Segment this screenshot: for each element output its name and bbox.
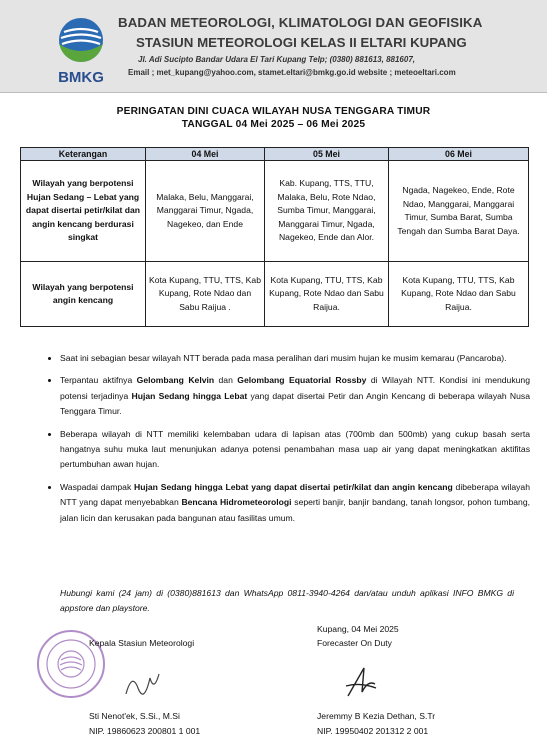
left-signatory-name: Sti Nenot'ek, S.Si., M.Si	[89, 711, 180, 721]
table-cell: Malaka, Belu, Manggarai, Manggarai Timur, Ngada, Nagekeo, dan Ende	[146, 161, 265, 262]
station-name: STASIUN METEOROLOGI KELAS II ELTARI KUPANG	[136, 35, 467, 50]
letterhead	[0, 0, 547, 93]
table-cell: Kota Kupang, TTU, TTS, Kab Kupang, Rote Ndao dan Sabu Raijua.	[265, 262, 389, 327]
header-day-3: 06 Mei	[389, 148, 529, 161]
station-contact: Email ; met_kupang@yahoo.com, stamet.eltari@bmkg.go.id website ; meteoeltari.com	[128, 68, 456, 77]
left-signatory-nip: NIP. 19860623 200801 1 001	[89, 726, 201, 736]
header-keterangan: Keterangan	[21, 148, 146, 161]
document-title: PERINGATAN DINI CUACA WILAYAH NUSA TENGGARA TIMUR	[116, 106, 431, 117]
notes-list	[44, 351, 530, 533]
right-signatory-nip: NIP. 19950402 201312 2 001	[317, 726, 429, 736]
table-row	[21, 161, 529, 262]
table-header-row	[21, 148, 529, 161]
list-item: • Beberapa wilayah di NTT memiliki kelembaban udara di lapisan atas (700mb dan 500mb) yang cukup basah serta hangatnya suhu muka laut menunjukan adanya potensi penambahan masa uap air yang dapat meningkatkan aktifitas pertumbuhan awan hujan.	[60, 427, 530, 473]
left-signatory-title: Kepala Stasiun Meteorologi	[89, 638, 195, 648]
table-row	[21, 262, 529, 327]
row-label: Wilayah yang berpotensi Hujan Sedang – Lebat yang dapat disertai petir/kilat dan angin kencang berdurasi singkat	[21, 161, 146, 262]
signature-right	[342, 662, 380, 702]
list-item: • Saat ini sebagian besar wilayah NTT berada pada masa peralihan dari musim hujan ke musim kemarau (Pancaroba).	[60, 351, 530, 366]
list-item: • Waspadai dampak Hujan Sedang hingga Lebat yang dapat disertai petir/kilat dan angin kencang dibeberapa wilayah NTT yang dapat menyebabkan Bencana Hidrometeorologi seperti banjir, banjir bandang, tanah longsor, pohon tumbang, jalan licin dan kerusakan pada bangunan atau fasilitas umum.	[60, 480, 530, 526]
station-address: Jl. Adi Sucipto Bandar Udara El Tari Kupang Telp; (0380) 881613, 881607,	[138, 55, 415, 64]
header-day-1: 04 Mei	[146, 148, 265, 161]
warning-table	[20, 147, 529, 327]
right-signatory-name: Jeremmy B Kezia Dethan, S.Tr	[317, 711, 436, 721]
table-cell: Kab. Kupang, TTS, TTU, Malaka, Belu, Rote Ndao, Sumba Timur, Manggarai, Manggarai Timur, Ngada, Nagekeo, Ende dan Alor.	[265, 161, 389, 262]
signing-date: Kupang, 04 Mei 2025	[317, 624, 399, 634]
list-item: • Terpantau aktifnya Gelombang Kelvin dan Gelombang Equatorial Rossby di Wilayah NTT. Kondisi ini mendukung potensi terjadinya Hujan Sedang hingga Lebat yang dapat disertai Petir dan Angin Kencang di beberapa wilayah Nusa Tenggara Timur.	[60, 373, 530, 419]
table-cell: Ngada, Nagekeo, Ende, Rote Ndao, Manggarai, Manggarai Timur, Sumba Barat, Sumba Tengah dan Sumba Barat Daya.	[389, 161, 529, 262]
contact-note: Hubungi kami (24 jam) di (0380)881613 dan WhatsApp 0811-3940-4264 dan/atau unduh aplikasi INFO BMKG di appstore dan playstore.	[60, 588, 514, 614]
header-day-2: 05 Mei	[265, 148, 389, 161]
right-signatory-title: Forecaster On Duty	[317, 638, 392, 648]
table-cell: Kota Kupang, TTU, TTS, Kab Kupang, Rote Ndao dan Sabu Raijua.	[389, 262, 529, 327]
agency-name: BADAN METEOROLOGI, KLIMATOLOGI DAN GEOFISIKA	[118, 15, 483, 30]
signature-left	[122, 666, 162, 700]
document-date-range: TANGGAL 04 Mei 2025 – 06 Mei 2025	[181, 119, 366, 130]
logo-text: BMKG	[58, 69, 104, 86]
row-label: Wilayah yang berpotensi angin kencang	[21, 262, 146, 327]
bmkg-logo	[48, 14, 114, 86]
table-cell: Kota Kupang, TTU, TTS, Kab Kupang, Rote Ndao dan Sabu Raijua .	[146, 262, 265, 327]
